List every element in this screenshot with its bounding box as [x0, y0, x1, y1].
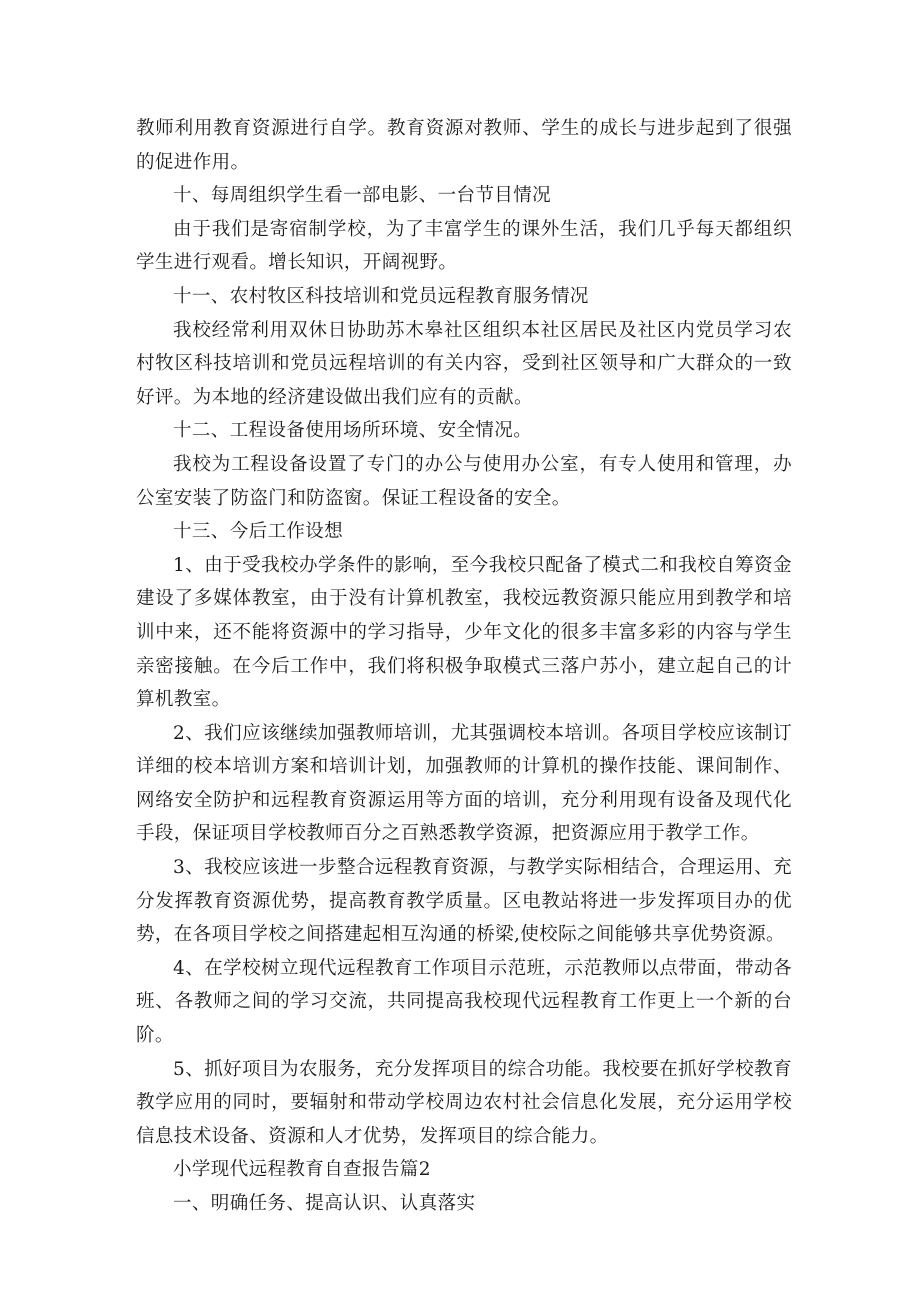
section-heading-13: 十三、今后工作设想: [173, 521, 344, 543]
list-item: 4、在学校树立现代远程教育工作项目示范班，示范教师以点带面，带动各班、各教师之间的学习交流，共同提高我校现代远程教育工作更上一个新的台阶。: [136, 957, 792, 1047]
paragraph-continuation: 教师利用教育资源进行自学。教育资源对教师、学生的成长与进步起到了很强的促进作用。: [136, 118, 792, 173]
section-heading-1: 一、明确任务、提高认识、认真落实: [173, 1193, 476, 1214]
paragraph: 我校为工程设备设置了专门的办公与使用办公室，有专人使用和管理，办公室安装了防盗门和防盗窗。保证工程设备的安全。: [136, 453, 792, 509]
list-item: 3、我校应该进一步整合远程教育资源，与教学实际相结合，合理运用、充分发挥教育资源优势，提高教育教学质量。区电教站将进一步发挥项目办的优势，在各项目学校之间搭建起相互沟通的桥梁,使校际之间能够共享优势资源。: [136, 857, 792, 946]
section-heading-10: 十、每周组织学生看一部电影、一台节目情况: [173, 185, 552, 207]
list-item: 1、由于受我校办学条件的影响，至今我校只配备了模式二和我校自筹资金建设了多媒体教室，由于没有计算机教室，我校远教资源只能应用到教学和培训中来，还不能将资源中的学习指导，少年文化的很多丰富多彩的内容与学生亲密接触。在今后工作中，我们将积极争取模式三落户苏小，建立起自己的计算机教室。: [136, 554, 792, 711]
paragraph: 我校经常利用双休日协助苏木皋社区组织本社区居民及社区内党员学习农村牧区科技培训和党员远程培训的有关内容，受到社区领导和广大群众的一致好评。为本地的经济建设做出我们应有的贡献。: [136, 319, 792, 408]
list-item: 5、抓好项目为农服务，充分发挥项目的综合功能。我校要在抓好学校教育教学应用的同时，要辐射和带动学校周边农村社会信息化发展，充分运用学校信息技术设备、资源和人才优势，发挥项目的综合能力。: [136, 1058, 792, 1147]
article-title: 小学现代远程教育自查报告篇2: [173, 1159, 431, 1181]
document-body: [136, 112, 792, 1221]
paragraph: 由于我们是寄宿制学校，为了丰富学生的课外生活，我们几乎每天都组织学生进行观看。增长知识，开阔视野。: [136, 218, 792, 274]
section-heading-11: 十一、农村牧区科技培训和党员远程教育服务情况: [173, 285, 589, 307]
list-item: 2、我们应该继续加强教师培训，尤其强调校本培训。各项目学校应该制订详细的校本培训方案和培训计划，加强教师的计算机的操作技能、课间制作、网络安全防护和远程教育资源运用等方面的培训，充分利用现有设备及现代化手段，保证项目学校教师百分之百熟悉教学资源，把资源应用于教学工作。: [136, 722, 792, 845]
section-heading-12: 十二、工程设备使用场所环境、安全情况。: [173, 420, 533, 442]
